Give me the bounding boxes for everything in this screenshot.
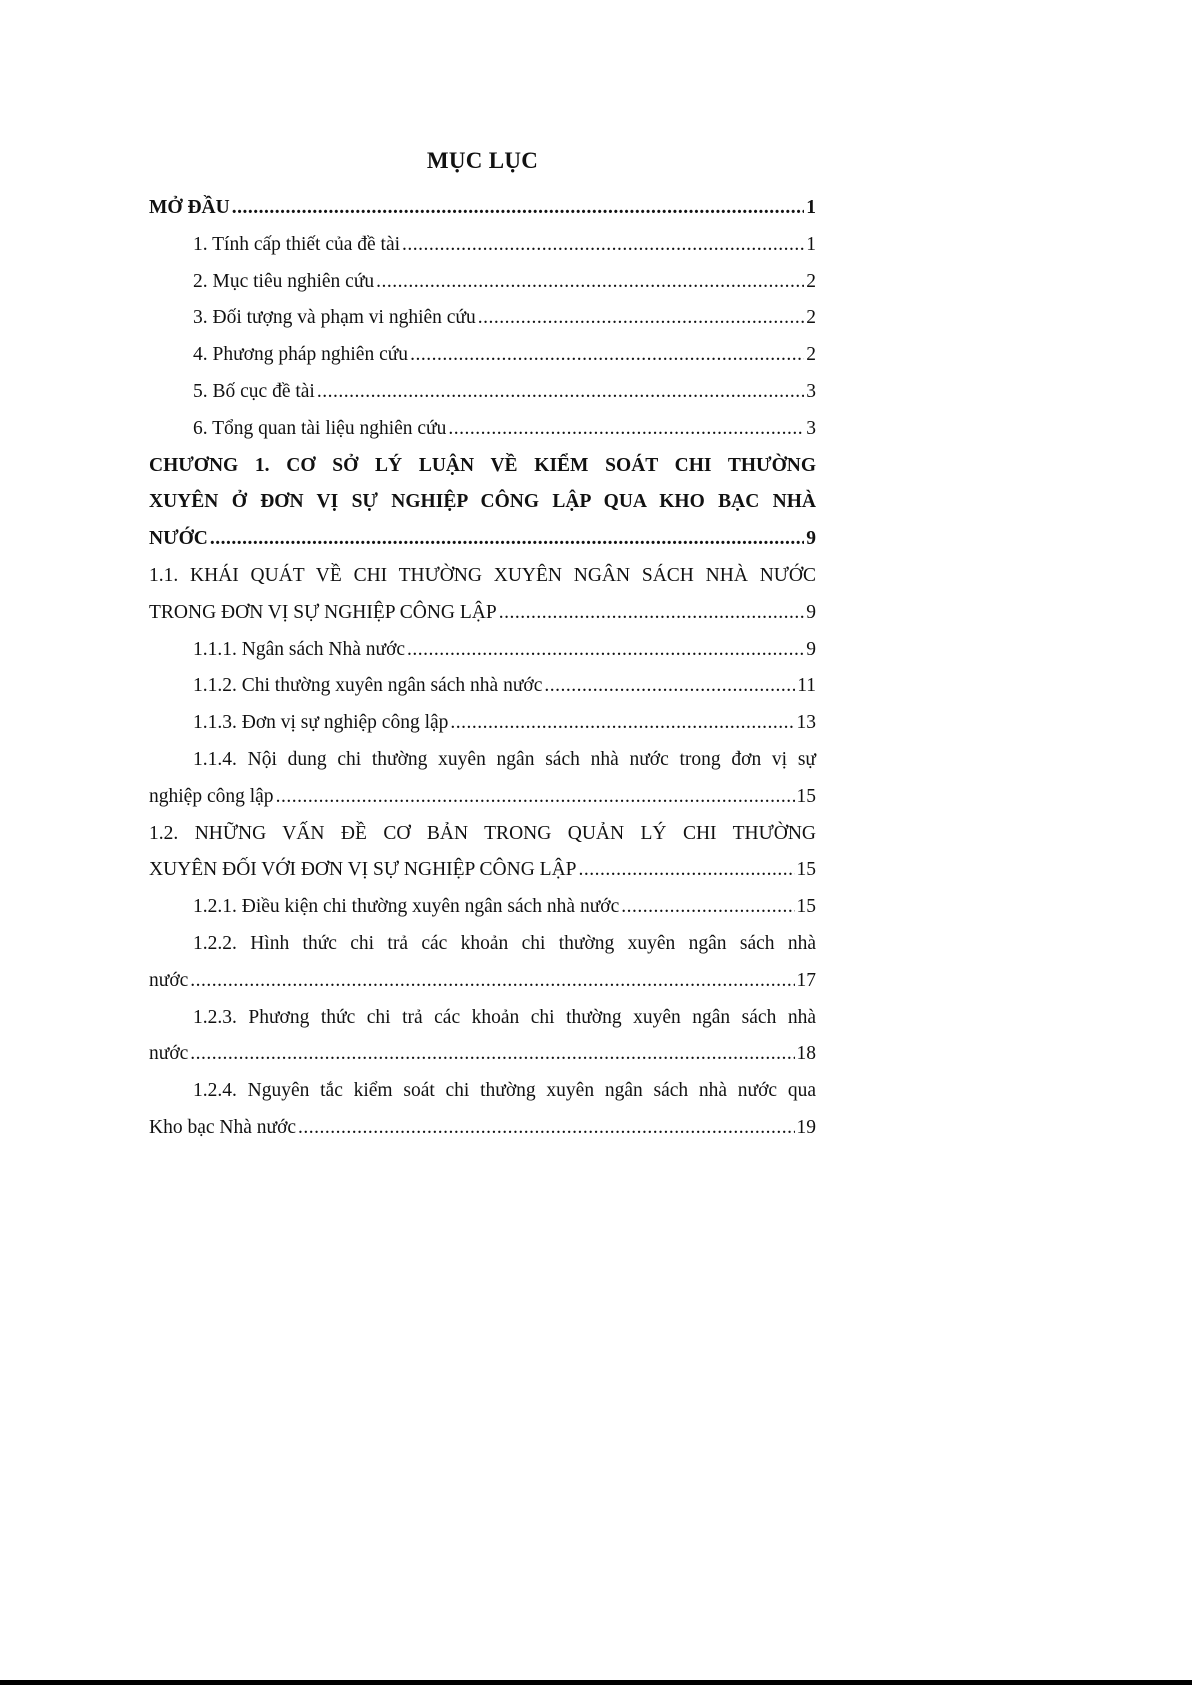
toc-entry[interactable] xyxy=(149,668,816,705)
toc-entry-line xyxy=(149,1036,816,1073)
toc-entry-line xyxy=(149,779,816,816)
table-of-contents xyxy=(149,190,816,1147)
dot-leader xyxy=(478,300,805,337)
toc-page-number: 11 xyxy=(797,675,816,697)
toc-entry-text: 6. Tổng quan tài liệu nghiên cứu xyxy=(193,417,447,439)
toc-entry-text: nước xyxy=(149,1043,189,1065)
toc-entry-line xyxy=(149,411,816,448)
toc-page-number: 3 xyxy=(806,417,816,439)
toc-entry-text: 2. Mục tiêu nghiên cứu xyxy=(193,270,375,292)
toc-entry[interactable] xyxy=(149,1073,816,1147)
toc-entry-text: 1.1.4. Nội dung chi thường xuyên ngân sách nhà nước trong đơn vị sự xyxy=(193,748,816,770)
toc-page-number: 2 xyxy=(806,344,816,366)
toc-page-number: 2 xyxy=(806,307,816,329)
toc-page-number: 9 xyxy=(806,638,816,660)
toc-entry-line xyxy=(149,300,816,337)
toc-entry-line xyxy=(149,264,816,301)
toc-entry-text: 3. Đối tượng và phạm vi nghiên cứu xyxy=(193,307,476,329)
toc-entry-text: 1.2. NHỮNG VẤN ĐỀ CƠ BẢN TRONG QUẢN LÝ CHI THƯỜNG xyxy=(149,822,816,844)
toc-entry[interactable] xyxy=(149,411,816,448)
toc-entry-text: 1.1.2. Chi thường xuyên ngân sách nhà nước xyxy=(193,675,543,697)
toc-entry-line xyxy=(149,595,816,632)
toc-entry[interactable] xyxy=(149,190,816,227)
toc-entry-line xyxy=(149,889,816,926)
toc-page-number: 18 xyxy=(796,1043,816,1065)
toc-entry-text: 1. Tính cấp thiết của đề tài xyxy=(193,233,401,255)
toc-entry[interactable] xyxy=(149,558,816,632)
dot-leader xyxy=(448,411,804,448)
dot-leader xyxy=(298,1110,794,1147)
toc-page-number: 1 xyxy=(806,197,816,218)
toc-entry[interactable] xyxy=(149,227,816,264)
toc-entry-line xyxy=(149,632,816,669)
dot-leader xyxy=(579,852,795,889)
toc-entry-line xyxy=(149,521,816,558)
toc-page-number: 1 xyxy=(806,233,816,255)
toc-page-number: 15 xyxy=(796,785,816,807)
toc-entry-line xyxy=(149,705,816,742)
toc-entry[interactable] xyxy=(149,374,816,411)
toc-entry-text: XUYÊN Ở ĐƠN VỊ SỰ NGHIỆP CÔNG LẬP QUA KHO BẠC NHÀ xyxy=(149,491,816,513)
toc-entry-text: 1.2.2. Hình thức chi trả các khoản chi thường xuyên ngân sách nhà xyxy=(193,932,816,954)
dot-leader xyxy=(190,963,794,1000)
toc-entry[interactable] xyxy=(149,264,816,301)
toc-entry-text: TRONG ĐƠN VỊ SỰ NGHIỆP CÔNG LẬP xyxy=(149,601,497,623)
toc-entry[interactable] xyxy=(149,742,816,816)
toc-page-number: 15 xyxy=(796,859,816,881)
toc-entry-text: Kho bạc Nhà nước xyxy=(149,1116,297,1138)
toc-entry[interactable] xyxy=(149,337,816,374)
dot-leader xyxy=(210,521,804,558)
toc-entry[interactable] xyxy=(149,448,816,558)
dot-leader xyxy=(621,889,794,926)
toc-entry-text: NƯỚC xyxy=(149,528,208,550)
page-bottom-border xyxy=(0,1680,1192,1685)
toc-entry-text: 1.2.4. Nguyên tắc kiểm soát chi thường xuyên ngân sách nhà nước qua xyxy=(193,1080,816,1102)
toc-entry[interactable] xyxy=(149,889,816,926)
toc-page-number: 19 xyxy=(796,1116,816,1138)
toc-entry-text: MỞ ĐẦU xyxy=(149,197,230,218)
toc-entry[interactable] xyxy=(149,705,816,742)
dot-leader xyxy=(544,668,795,705)
toc-entry-text: 1.1.3. Đơn vị sự nghiệp công lập xyxy=(193,712,449,734)
toc-entry[interactable] xyxy=(149,926,816,1000)
toc-entry-line xyxy=(149,337,816,374)
toc-entry-line xyxy=(149,374,816,411)
toc-entry-line xyxy=(149,963,816,1000)
toc-entry-text: CHƯƠNG 1. CƠ SỞ LÝ LUẬN VỀ KIỂM SOÁT CHI THƯỜNG xyxy=(149,454,816,476)
toc-entry-text: nghiệp công lập xyxy=(149,785,274,807)
toc-entry-text: 1.2.1. Điều kiện chi thường xuyên ngân sách nhà nước xyxy=(193,896,620,918)
toc-entry[interactable] xyxy=(149,632,816,669)
dot-leader xyxy=(402,227,804,264)
toc-page-number: 17 xyxy=(796,969,816,991)
toc-page-number: 9 xyxy=(806,528,816,550)
toc-page-number: 9 xyxy=(806,601,816,623)
toc-page-number: 3 xyxy=(806,380,816,402)
toc-entry-text: XUYÊN ĐỐI VỚI ĐƠN VỊ SỰ NGHIỆP CÔNG LẬP xyxy=(149,859,577,881)
toc-entry-line xyxy=(149,190,816,227)
dot-leader xyxy=(276,779,795,816)
toc-entry-line xyxy=(149,668,816,705)
toc-entry-text: nước xyxy=(149,969,189,991)
toc-entry[interactable] xyxy=(149,300,816,337)
toc-entry-text: 5. Bố cục đề tài xyxy=(193,380,315,402)
dot-leader xyxy=(190,1036,794,1073)
toc-page-number: 15 xyxy=(796,896,816,918)
toc-entry-text: 1.2.3. Phương thức chi trả các khoản chi thường xuyên ngân sách nhà xyxy=(193,1006,816,1028)
dot-leader xyxy=(407,632,804,669)
dot-leader xyxy=(376,264,804,301)
toc-page-number: 2 xyxy=(806,270,816,292)
toc-entry[interactable] xyxy=(149,816,816,890)
dot-leader xyxy=(317,374,804,411)
toc-entry-line xyxy=(149,852,816,889)
toc-page-number: 13 xyxy=(796,712,816,734)
toc-entry-text: 1.1. KHÁI QUÁT VỀ CHI THƯỜNG XUYÊN NGÂN SÁCH NHÀ NƯỚC xyxy=(149,564,816,586)
toc-entry-text: 1.1.1. Ngân sách Nhà nước xyxy=(193,638,406,660)
dot-leader xyxy=(410,337,804,374)
dot-leader xyxy=(450,705,794,742)
toc-entry[interactable] xyxy=(149,1000,816,1074)
toc-entry-text: 4. Phương pháp nghiên cứu xyxy=(193,344,409,366)
toc-entry-line xyxy=(149,227,816,264)
dot-leader xyxy=(499,595,805,632)
toc-title: MỤC LỤC xyxy=(426,148,539,173)
dot-leader xyxy=(232,190,805,227)
toc-entry-line xyxy=(149,1110,816,1147)
